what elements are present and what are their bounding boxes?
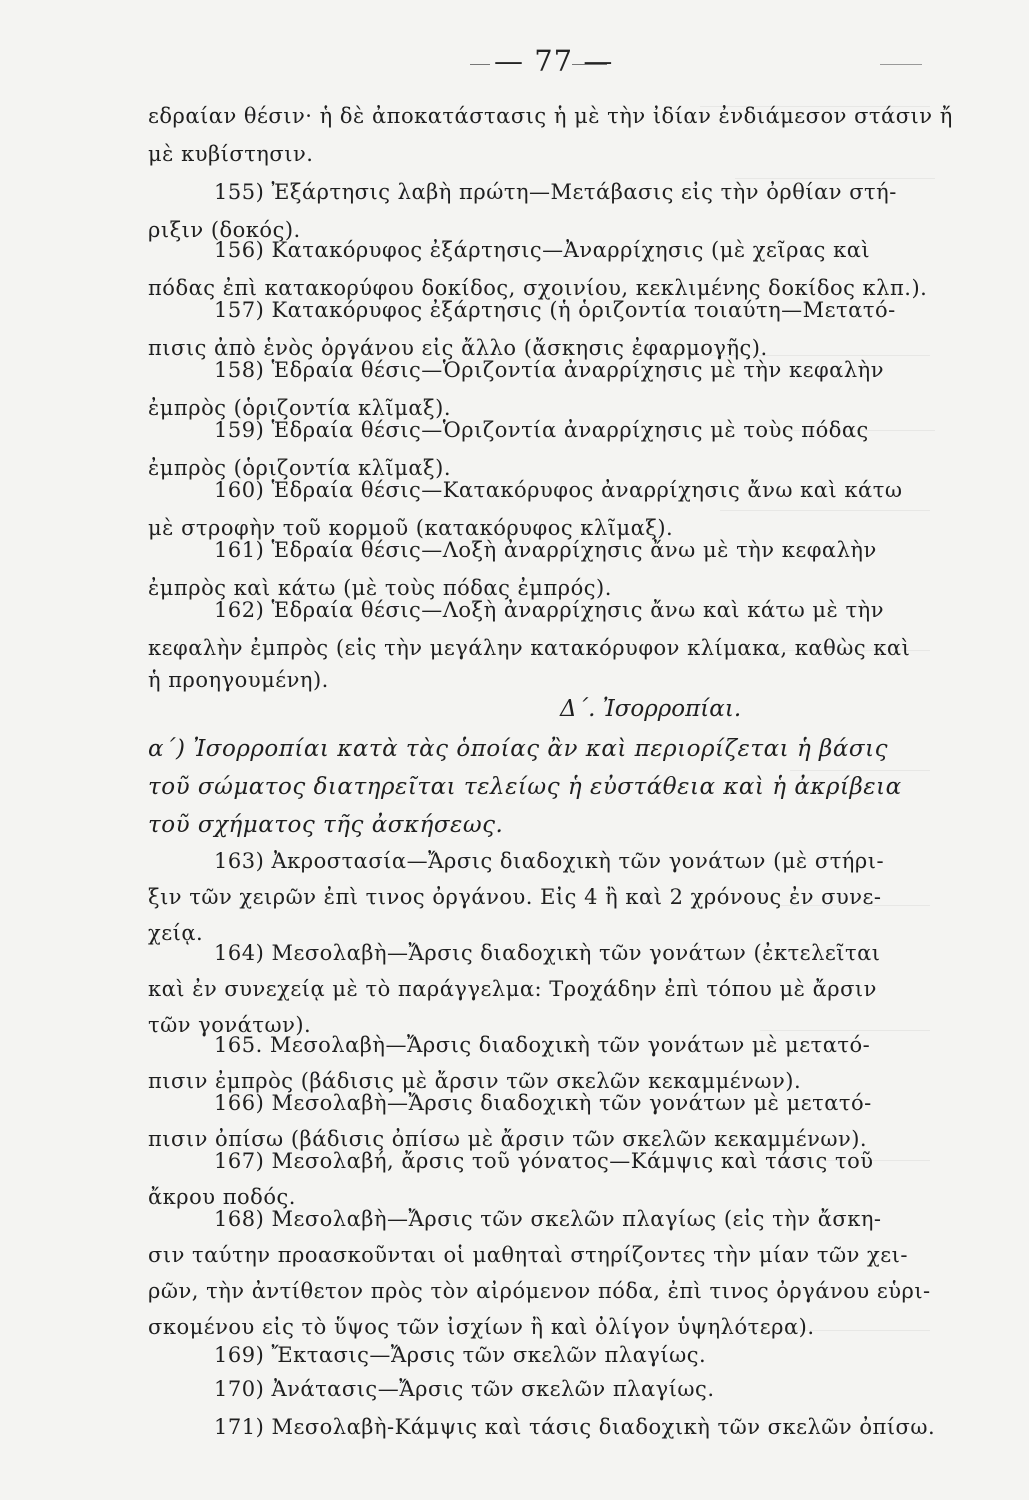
text-line: 161) Ἑδραία θέσις—Λοξὴ ἀναρρίχησις ἄνω μὲ τὴν κεφαλὴν [214, 538, 877, 562]
text-line: εδραίαν θέσιν· ἡ δὲ ἀποκατάστασις ἡ μὲ τὴν ἰδίαν ἐνδιάμεσον στάσιν ἤ [148, 104, 953, 128]
text-line: 157) Κατακόρυφος ἐξάρτησις (ἡ ὁριζοντία τοιαύτη—Μετατό- [214, 298, 896, 322]
text-line: κεφαλὴν ἐμπρὸς (εἰς τὴν μεγάλην κατακόρυφον κλίμακα, καθὼς καὶ [148, 636, 911, 660]
italic-text-line: α΄) Ἰσορροπίαι κατὰ τὰς ὁποίας ἂν καὶ περιορίζεται ἡ βάσις [148, 736, 888, 762]
page-number: — 77 — [494, 44, 614, 78]
text-line: ἡ προηγουμένη). [148, 668, 329, 692]
text-line: 164) Μεσολαβὴ—Ἄρσις διαδοχικὴ τῶν γονάτων (ἐκτελεῖται [214, 941, 881, 965]
text-line: 155) Ἐξάρτησις λαβὴ πρώτη—Μετάβασις εἰς τὴν ὀρθίαν στή- [214, 180, 897, 204]
section-title: Δ΄. Ἰσορροπίαι. [560, 696, 742, 722]
text-line: ἐμπρὸς καὶ κάτω (μὲ τοὺς πόδας ἐμπρός). [148, 576, 612, 600]
text-line: ἐμπρὸς (ὁριζοντία κλῖμαξ). [148, 456, 451, 480]
text-line: 156) Κατακόρυφος ἐξάρτησις—Ἀναρρίχησις (μὲ χεῖρας καὶ [214, 238, 871, 262]
text-line: ριξιν (δοκός). [148, 218, 301, 242]
text-line: 168) Μεσολαβὴ—Ἄρσις τῶν σκελῶν πλαγίως (εἰς τὴν ἄσκη- [214, 1207, 882, 1231]
text-line: 162) Ἑδραία θέσις—Λοξὴ ἀναρρίχησις ἄνω καὶ κάτω μὲ τὴν [214, 598, 884, 622]
text-line: 165. Μεσολαβὴ—Ἄρσις διαδοχικὴ τῶν γονάτων μὲ μετατό- [214, 1033, 871, 1057]
text-line: τῶν γονάτων). [148, 1013, 312, 1037]
text-line: καὶ ἐν συνεχείᾳ μὲ τὸ παράγγελμα: Τροχάδην ἐπὶ τόπου μὲ ἄρσιν [148, 977, 877, 1001]
text-line: πισις ἀπὸ ἑνὸς ὀργάνου εἰς ἄλλο (ἄσκησις ἐφαρμογῆς). [148, 336, 768, 360]
text-line: 167) Μεσολαβή, ἄρσις τοῦ γόνατος—Κάμψις καὶ τάσις τοῦ [214, 1149, 874, 1173]
text-line: 170) Ἀνάτασις—Ἄρσις τῶν σκελῶν πλαγίως. [214, 1377, 715, 1401]
text-line: 159) Ἑδραία θέσις—Ὁριζοντία ἀναρρίχησις μὲ τοὺς πόδας [214, 418, 869, 442]
text-line: 163) Ἀκροστασία—Ἄρσις διαδοχικὴ τῶν γονάτων (μὲ στήρι- [214, 849, 885, 873]
text-line: σιν ταύτην προασκοῦνται οἱ μαθηταὶ στηρίζοντες τὴν μίαν τῶν χει- [148, 1243, 908, 1267]
corner-mark [880, 64, 922, 65]
text-line: ρῶν, τὴν ἀντίθετον πρὸς τὸν αἰρόμενον πόδα, ἐπὶ τινος ὀργάνου εὑρι- [148, 1279, 931, 1303]
text-line: μὲ κυβίστησιν. [148, 142, 314, 166]
text-line: 171) Μεσολαβὴ-Κάμψις καὶ τάσις διαδοχικὴ τῶν σκελῶν ὀπίσω. [214, 1415, 936, 1439]
text-line: χείᾳ. [148, 921, 204, 945]
header-rule-left [470, 64, 490, 65]
text-line: σκομένου εἰς τὸ ὕψος τῶν ἰσχίων ἢ καὶ ὀλίγον ὑψηλότερα). [148, 1315, 815, 1339]
text-line: 166) Μεσολαβὴ—Ἄρσις διαδοχικὴ τῶν γονάτων μὲ μετατό- [214, 1091, 872, 1115]
text-line: ἄκρου ποδός. [148, 1185, 296, 1209]
text-line: πόδας ἐπὶ κατακορύφου δοκίδος, σχοινίου, κεκλιμένης δοκίδος κλπ.). [148, 276, 928, 300]
text-line: ἐμπρὸς (ὁριζοντία κλῖμαξ). [148, 396, 451, 420]
text-line: πισιν ἐμπρὸς (βάδισις μὲ ἄρσιν τῶν σκελῶν κεκαμμένων). [148, 1069, 802, 1093]
text-line: μὲ στροφὴν τοῦ κορμοῦ (κατακόρυφος κλῖμαξ). [148, 516, 674, 540]
text-line: 158) Ἑδραία θέσις—Ὁριζοντία ἀναρρίχησις μὲ τὴν κεφαλὴν [214, 358, 885, 382]
text-line: πισιν ὀπίσω (βάδισις ὀπίσω μὲ ἄρσιν τῶν σκελῶν κεκαμμένων). [148, 1127, 868, 1151]
header-rule-right [572, 64, 607, 65]
page-header [0, 44, 1029, 78]
text-line: 160) Ἑδραία θέσις—Κατακόρυφος ἀναρρίχησις ἄνω καὶ κάτω [214, 478, 903, 502]
italic-text-line: τοῦ σώματος διατηρεῖται τελείως ἡ εὐστάθεια καὶ ἡ ἀκρίβεια [148, 774, 902, 800]
italic-text-line: τοῦ σχήματος τῆς ἀσκήσεως. [148, 812, 504, 838]
text-line: ξιν τῶν χειρῶν ἐπὶ τινος ὀργάνου. Εἰς 4 ἢ καὶ 2 χρόνους ἐν συνε- [148, 885, 882, 909]
text-line: 169) Ἔκτασις—Ἄρσις τῶν σκελῶν πλαγίως. [214, 1343, 707, 1367]
